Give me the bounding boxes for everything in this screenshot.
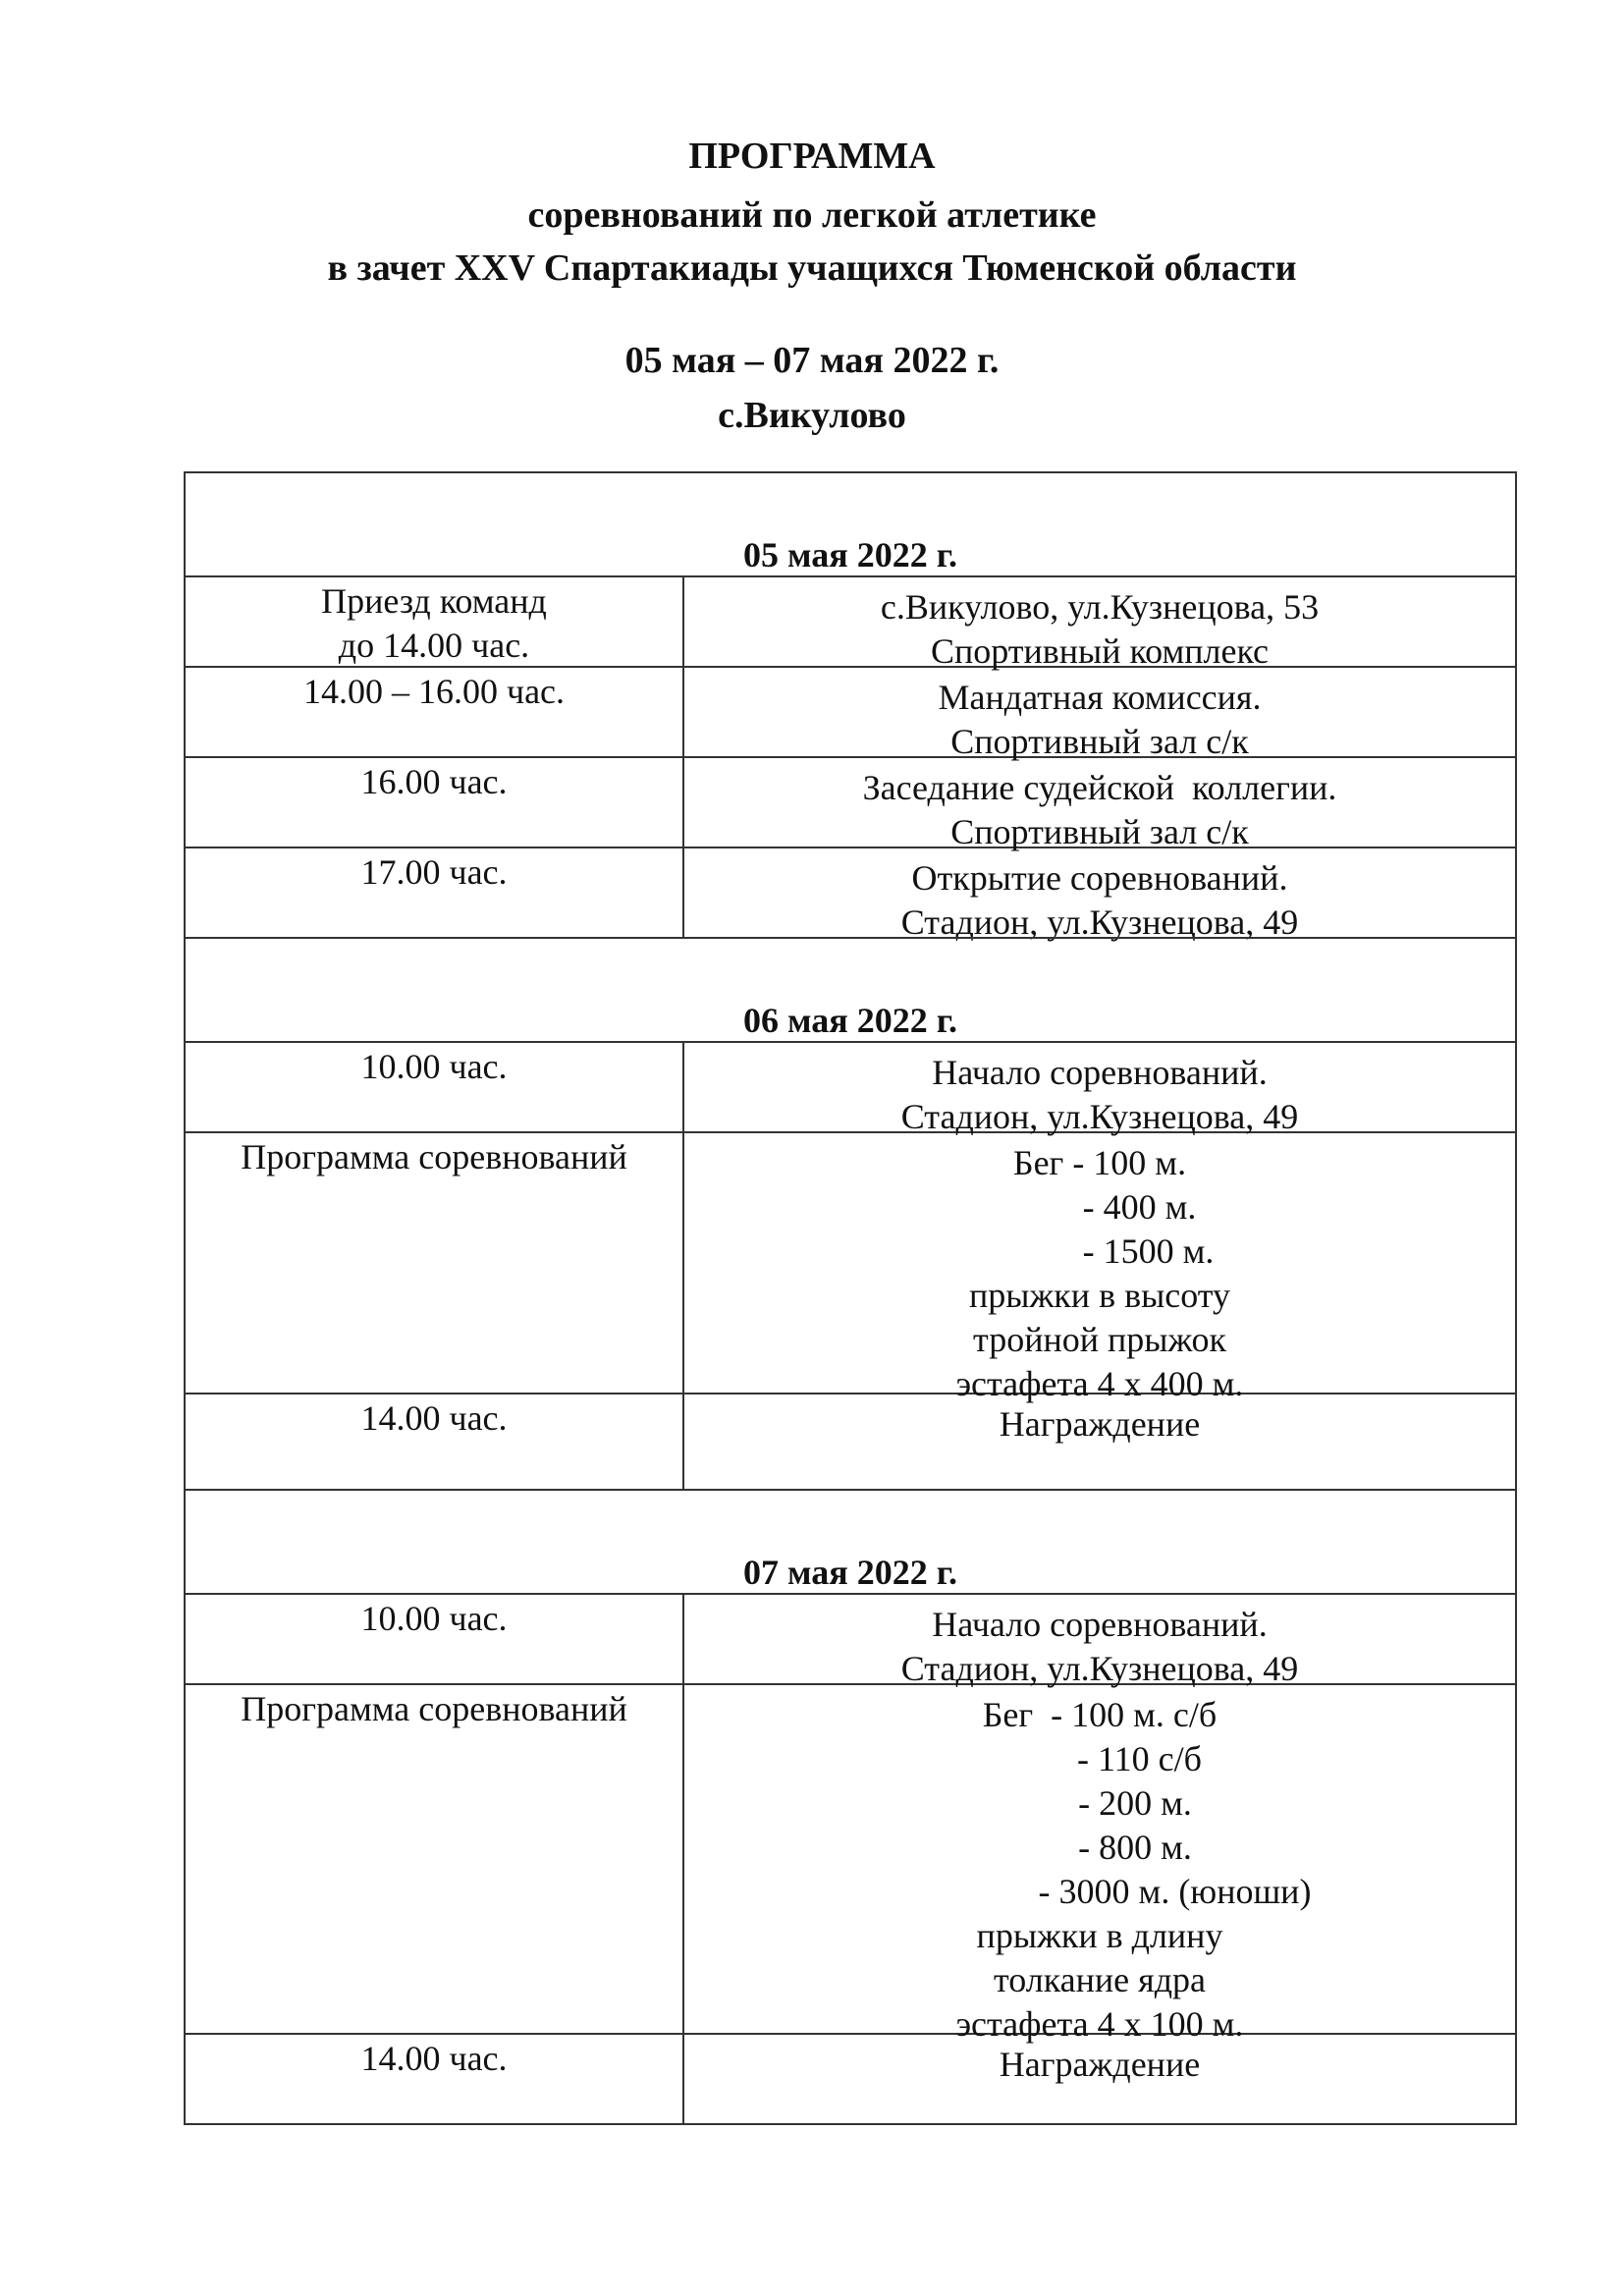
schedule-row	[184, 756, 1517, 851]
event-cell	[684, 1133, 1515, 1403]
day-title: 05 мая 2022 г.	[742, 535, 958, 574]
event-line: Спортивный зал с/к	[950, 812, 1249, 851]
day-header	[184, 937, 1517, 1041]
schedule-row	[184, 1393, 1517, 1489]
time-cell	[186, 1043, 684, 1131]
event-cell	[684, 1043, 1515, 1136]
time-line: 14.00 – 16.00 час.	[302, 672, 566, 711]
event-cell	[684, 1685, 1515, 2044]
event-line: прыжки в длину	[976, 1916, 1223, 1955]
time-cell	[186, 2035, 684, 2123]
time-line: Программа соревнований	[241, 1137, 627, 1176]
event-line: Бег - 100 м. с/б	[982, 1695, 1218, 1734]
event-line: Мандатная комиссия.	[938, 678, 1262, 717]
day-title: 07 мая 2022 г.	[742, 1553, 958, 1592]
time-line: Приезд команд	[321, 581, 547, 621]
schedule-row	[184, 1683, 1517, 2044]
schedule-row	[184, 847, 1517, 942]
schedule-table	[184, 471, 1517, 2125]
time-cell	[186, 758, 684, 847]
event-line: с.Викулово, ул.Кузнецова, 53	[880, 587, 1320, 627]
event-line: Начало соревнований.	[932, 1605, 1268, 1644]
time-line: 10.00 час.	[360, 1599, 508, 1638]
schedule-row	[184, 1041, 1517, 1136]
event-line: - 110 с/б	[998, 1739, 1202, 1778]
time-line: 16.00 час.	[360, 762, 508, 801]
time-line: 14.00 час.	[360, 1398, 508, 1438]
schedule-row	[184, 1131, 1517, 1403]
event-cell	[684, 1595, 1515, 1688]
doc-place: с.Викулово	[718, 395, 906, 436]
doc-subtitle-2: в зачет XXV Спартакиады учащихся Тюменской области	[327, 247, 1297, 289]
event-line: Стадион, ул.Кузнецова, 49	[900, 1097, 1299, 1136]
event-line: Стадион, ул.Кузнецова, 49	[900, 902, 1299, 942]
time-cell	[186, 1685, 684, 2033]
event-line: Спортивный зал с/к	[950, 722, 1249, 761]
event-line: Начало соревнований.	[932, 1053, 1268, 1092]
day-title: 06 мая 2022 г.	[742, 1001, 958, 1040]
time-cell	[186, 668, 684, 756]
event-line: - 3000 м. (юноши)	[888, 1872, 1312, 1911]
time-cell	[186, 577, 684, 666]
event-cell	[684, 668, 1515, 761]
event-line: Заседание судейской коллегии.	[862, 768, 1337, 807]
time-line: 10.00 час.	[360, 1047, 508, 1086]
day-header	[184, 471, 1517, 575]
time-cell	[186, 1394, 684, 1489]
schedule-row	[184, 1593, 1517, 1688]
event-cell	[684, 848, 1515, 942]
event-line: - 1500 м.	[985, 1231, 1215, 1271]
event-line: - 200 м.	[1007, 1783, 1192, 1823]
event-cell	[684, 758, 1515, 851]
time-cell	[186, 848, 684, 937]
time-line: 14.00 час.	[360, 2039, 508, 2078]
time-cell	[186, 1595, 684, 1683]
schedule-row	[184, 666, 1517, 761]
event-line: - 400 м.	[1002, 1187, 1197, 1227]
event-cell	[684, 2035, 1515, 2123]
event-cell	[684, 577, 1515, 671]
event-line: эстафета 4 х 100 м.	[955, 2004, 1244, 2044]
event-line: толкание ядра	[993, 1960, 1207, 1999]
event-line: Спортивный комплекс	[930, 631, 1270, 671]
doc-dates: 05 мая – 07 мая 2022 г.	[624, 340, 1000, 381]
time-line: 17.00 час.	[360, 852, 508, 892]
day-header	[184, 1489, 1517, 1593]
event-line: прыжки в высоту	[968, 1276, 1231, 1315]
event-line: - 800 м.	[1007, 1828, 1192, 1867]
time-cell	[186, 1133, 684, 1393]
schedule-row	[184, 2033, 1517, 2125]
doc-title: ПРОГРАММА	[688, 136, 936, 177]
event-line: эстафета 4 х 400 м.	[955, 1364, 1244, 1403]
event-line: Награждение	[999, 2045, 1201, 2084]
time-line: Программа соревнований	[241, 1689, 627, 1728]
schedule-row	[184, 575, 1517, 671]
event-cell	[684, 1394, 1515, 1489]
event-line: Награждение	[999, 1404, 1201, 1444]
event-line: тройной прыжок	[973, 1320, 1226, 1359]
event-line: Открытие соревнований.	[911, 858, 1288, 898]
time-line: до 14.00 час.	[338, 626, 530, 665]
doc-subtitle: соревнований по легкой атлетике	[527, 194, 1097, 236]
event-line: Стадион, ул.Кузнецова, 49	[900, 1649, 1299, 1688]
event-line: Бег - 100 м.	[1012, 1143, 1187, 1182]
